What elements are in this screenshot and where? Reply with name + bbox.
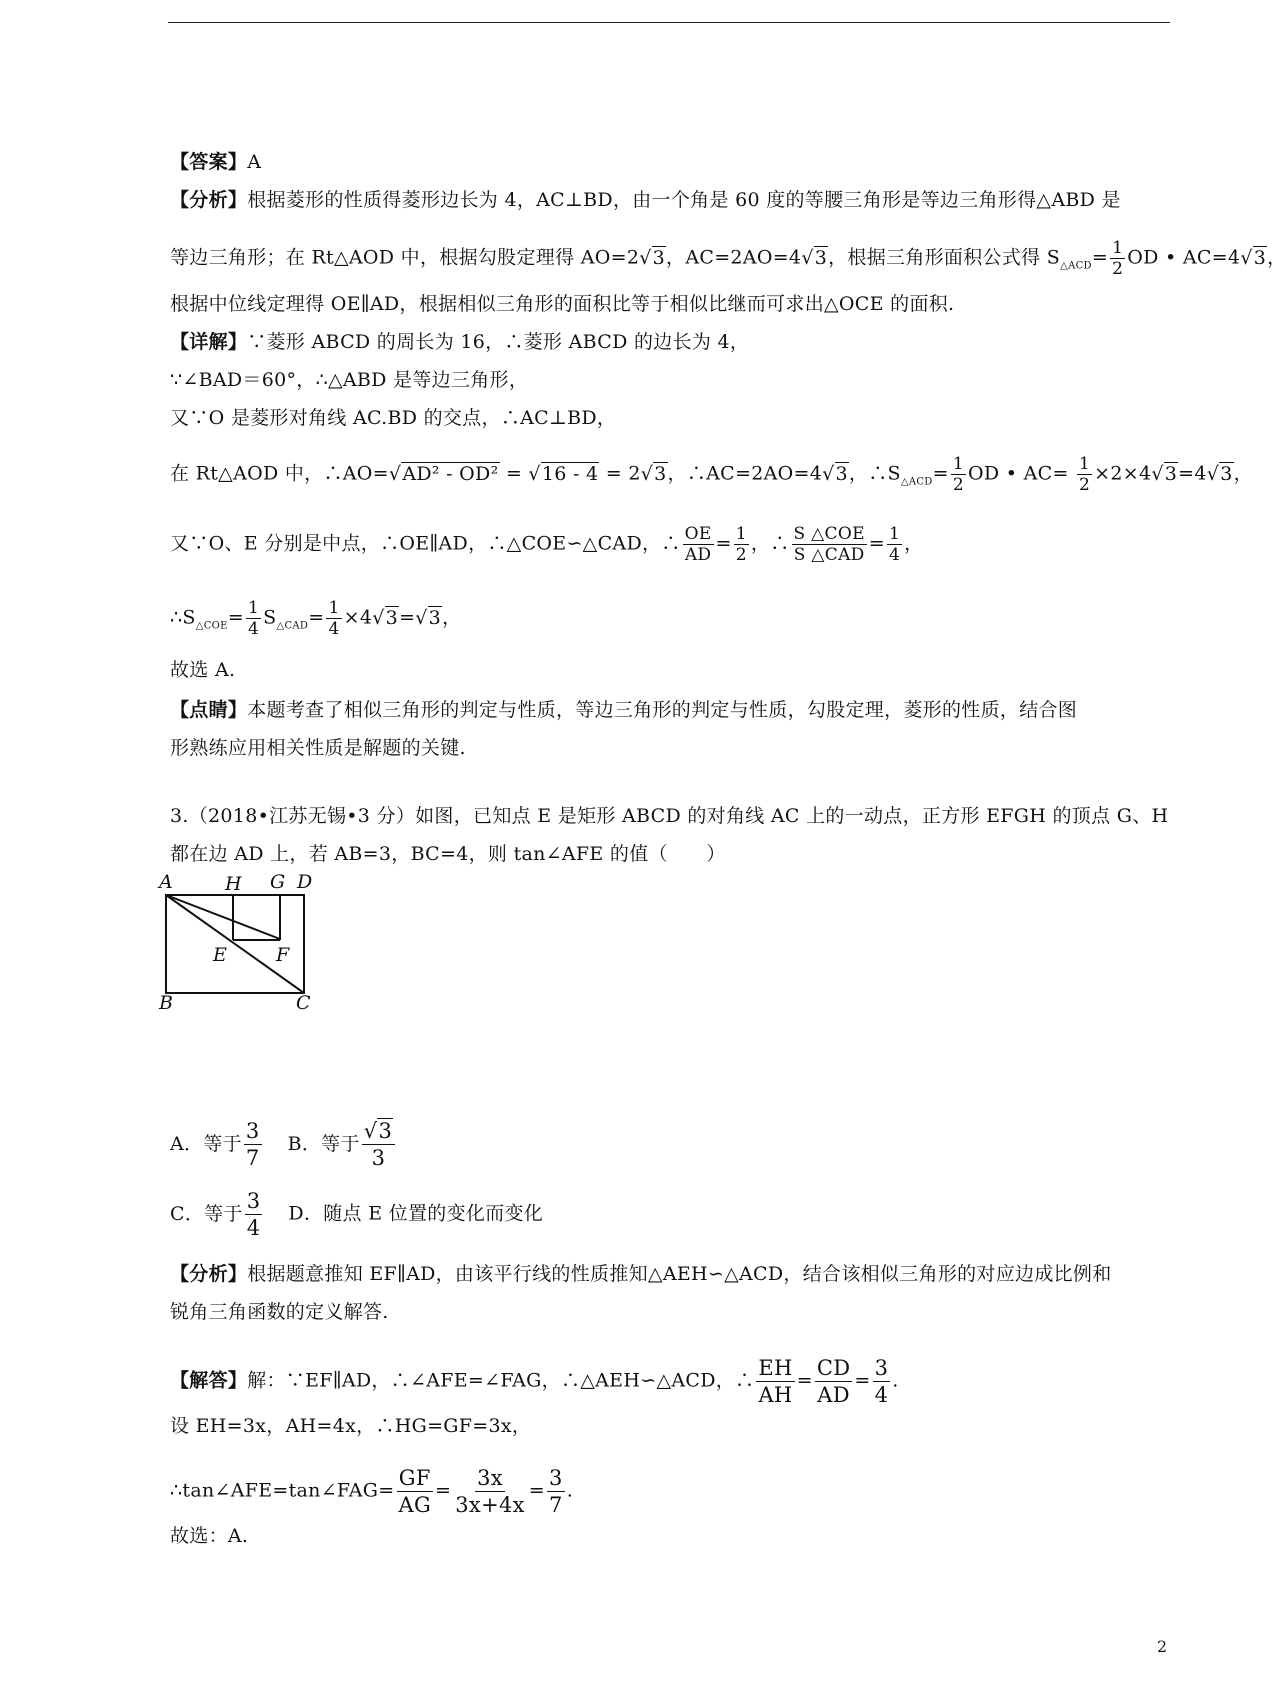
solution3-line-2: 设 EH=3x，AH=4x，∴HG=GF=3x， [170,1415,532,1437]
answer-line [170,148,261,176]
text: = [1091,246,1109,269]
radicand: 3 [428,606,442,629]
radicand: 3 [1164,462,1178,485]
fraction [1077,454,1092,495]
text: = [435,1479,452,1502]
sqrt: √3 [1151,462,1178,485]
fraction [683,524,714,565]
text: = [528,1479,546,1502]
radicand: 3 [378,1119,393,1143]
option-d: D．随点 E 位置的变化而变化 [288,1202,544,1225]
fraction [756,1355,794,1408]
question3-line-1: 3.（2018•江苏无锡•3 分）如图，已知点 E 是矩形 ABCD 的对角线 AC 上的一动点，正方形 EFGH 的顶点 G、H [170,805,1169,827]
numerator: 1 [1079,454,1091,474]
numerator: 1 [328,598,340,618]
solution3-label: 【解答】 [170,1369,248,1392]
numerator: 1 [889,524,901,544]
sqrt: √3 [1206,462,1233,485]
text: = [308,606,325,629]
numerator: EH [758,1356,793,1380]
option-a [170,1119,264,1170]
numerator: 1 [1112,238,1124,258]
fraction [734,524,749,565]
denominator: AG [398,1493,432,1517]
text: = [227,606,244,629]
sqrt: √3 [372,606,399,629]
denominator: AD [684,545,712,565]
text: ， [1267,246,1286,269]
numerator: 1 [952,454,964,474]
option-row-2 [170,1188,543,1241]
label-f: F [276,944,290,966]
numerator [362,1118,395,1145]
text: 根据题意推知 EF∥AD，由该平行线的性质推知△AEH∽△ACD，结合该相似三角形的对应边成比例和 [247,1263,1112,1285]
radicand: 3 [814,246,828,269]
option-b [287,1119,398,1170]
label-e: E [213,944,227,966]
sqrt: √3 [822,462,848,485]
denominator: 7 [245,1146,260,1170]
text: ，根据三角形面积公式得 S [828,246,1061,269]
answer-label: 【答案】 [170,151,248,173]
detail-line-7: 故选 A. [170,659,236,681]
sqrt: √3 [640,462,667,485]
denominator: 4 [328,619,340,639]
radicand: AD² - OD² [402,462,499,485]
analysis-line-3: 根据中位线定理得 OE∥AD，根据相似三角形的面积比等于相似比继而可求出△OCE 的面积. [170,293,955,315]
detail-line-5 [170,524,923,565]
denominator: 3 [371,1146,386,1170]
denominator: 4 [248,619,260,639]
text: ，∴ [750,532,790,555]
subscript: △ACD [900,476,933,488]
sqrt: √3 [801,246,828,269]
fraction [1110,238,1125,279]
numerator: 1 [248,598,260,618]
fraction [887,524,902,565]
question3-line-2: 都在边 AD 上，若 AB=3，BC=4，则 tan∠AFE 的值（ ） [170,843,726,865]
geometry-figure [159,871,338,1014]
fraction [873,1355,891,1408]
text: = 2 [599,462,641,485]
label-h: H [225,873,242,895]
segment-af [166,895,280,939]
answer-value: A [247,151,262,173]
detail-line-4 [170,454,1253,496]
denominator: 3x+4x [455,1493,525,1517]
numerator: 3x [477,1466,503,1490]
text: 又∵O、E 分别是中点，∴OE∥AD，∴△COE∽△CAD，∴ [170,532,681,555]
denominator: 4 [874,1383,889,1407]
text: = [854,1369,871,1392]
radicand: 3 [1253,246,1267,269]
text: ×2×4 [1094,462,1152,485]
text: = [796,1369,813,1392]
detail-line-2: ∵∠BAD＝60°，∴△ABD 是等边三角形， [170,369,529,391]
text: ， [1233,462,1253,485]
header-rule [168,22,1170,23]
analysis-text: 根据菱形的性质得菱形边长为 4，AC⊥BD，由一个角是 60 度的等腰三角形是等边三角形得△ABD 是 [247,189,1121,211]
numerator: OE [684,524,712,544]
text: 本题考查了相似三角形的判定与性质，等边三角形的判定与性质，勾股定理，菱形的性质，结合图 [247,699,1078,721]
radicand: 16 - 4 [541,462,599,485]
denominator: 7 [549,1493,563,1517]
label-a: A [159,871,173,893]
label-b: B [159,992,173,1014]
text: ×4 [343,606,373,629]
sqrt: √3 [639,246,666,269]
option-a-label: A．等于 [170,1132,242,1155]
denominator: 4 [246,1216,261,1240]
analysis-line-1 [170,186,1121,214]
denominator: 2 [952,475,964,495]
subscript: △CAD [276,620,309,632]
denominator: S △CAD [793,545,865,565]
denominator: 2 [1112,259,1124,279]
fraction [547,1465,565,1518]
numerator: 3 [245,1119,260,1143]
text: . [566,1479,574,1502]
solution3-line-4: 故选：A. [170,1525,249,1547]
denominator: AD [817,1383,850,1407]
fraction [792,524,867,565]
detail-line-1 [170,328,749,356]
text: 在 Rt△AOD 中，∴AO= [170,462,389,485]
fraction [396,1465,433,1518]
denominator: 2 [735,545,747,565]
text: ，∴AC=2AO=4 [667,462,823,485]
detail-line-3: 又∵O 是菱形对角线 AC.BD 的交点，∴AC⊥BD， [170,407,617,429]
option-b-label: B．等于 [287,1132,360,1155]
subscript: △ACD [1060,260,1092,272]
denominator: AH [758,1383,793,1407]
detail-label: 【详解】 [170,331,248,353]
review-line-1 [170,696,1077,724]
text: OD • AC=4 [1127,246,1241,269]
analysis3-line-2: 锐角三角函数的定义解答. [170,1301,389,1323]
numerator: 3 [246,1189,261,1213]
analysis-line-2 [170,238,1286,280]
radicand: 3 [652,246,666,269]
numerator: CD [816,1356,851,1380]
text: = [499,462,529,485]
fraction [362,1118,395,1171]
numerator: 1 [735,524,747,544]
detail-line-6 [170,598,461,640]
label-c: C [296,992,311,1014]
text: =4 [1178,462,1207,485]
sqrt: √3 [415,606,442,629]
subscript: △COE [195,620,228,632]
numerator: 3 [874,1356,889,1380]
text: ∴S [170,606,196,629]
label-g: G [270,871,286,893]
fraction [453,1465,527,1518]
text: = [399,606,416,629]
text: ∵菱形 ABCD 的周长为 16，∴菱形 ABCD 的边长为 4， [247,331,750,353]
text: 等边三角形；在 Rt△AOD 中，根据勾股定理得 AO=2 [170,246,640,269]
text: = [715,532,732,555]
review-line-2: 形熟练应用相关性质是解题的关键. [170,737,466,759]
radicand: 3 [385,606,399,629]
numerator: 3 [549,1466,563,1490]
sqrt: √16 - 4 [528,462,599,485]
text: = [868,532,886,555]
option-c [170,1189,264,1240]
numerator: GF [398,1466,431,1490]
fraction [951,454,966,495]
fraction [815,1355,853,1408]
text: S [263,606,277,629]
option-row-1 [170,1118,397,1171]
option-c-label: C．等于 [170,1202,243,1225]
denominator: 4 [889,545,901,565]
text: ， [442,606,462,629]
fraction [244,1118,262,1171]
numerator: S △COE [793,524,865,544]
solution3-line-3 [170,1465,573,1518]
text: ，AC=2AO=4 [666,246,802,269]
text: OD • AC= [967,462,1075,485]
text: ∴tan∠AFE=tan∠FAG= [170,1479,395,1502]
sqrt: √AD² - OD² [388,462,499,485]
radicand: 3 [654,462,667,485]
review-label: 【点睛】 [170,699,248,721]
sqrt: √3 [1240,246,1267,269]
label-d: D [297,871,313,893]
radicand: 3 [1220,462,1233,485]
fraction [326,598,341,639]
text: ，∴S [848,462,901,485]
analysis3-label: 【分析】 [170,1263,248,1285]
page-number: 2 [1157,1637,1168,1656]
sqrt: √3 [363,1119,393,1143]
text: = [932,462,949,485]
solution3-line-1 [170,1355,899,1408]
text: 解：∵EF∥AD，∴∠AFE=∠FAG，∴△AEH∽△ACD，∴ [247,1369,755,1392]
text: ， [904,532,924,555]
analysis-label: 【分析】 [170,189,248,211]
fraction [245,1188,263,1241]
fraction [246,598,261,639]
radicand: 3 [835,462,848,485]
denominator: 2 [1079,475,1091,495]
text: . [892,1369,899,1392]
analysis3-line-1 [170,1260,1112,1288]
